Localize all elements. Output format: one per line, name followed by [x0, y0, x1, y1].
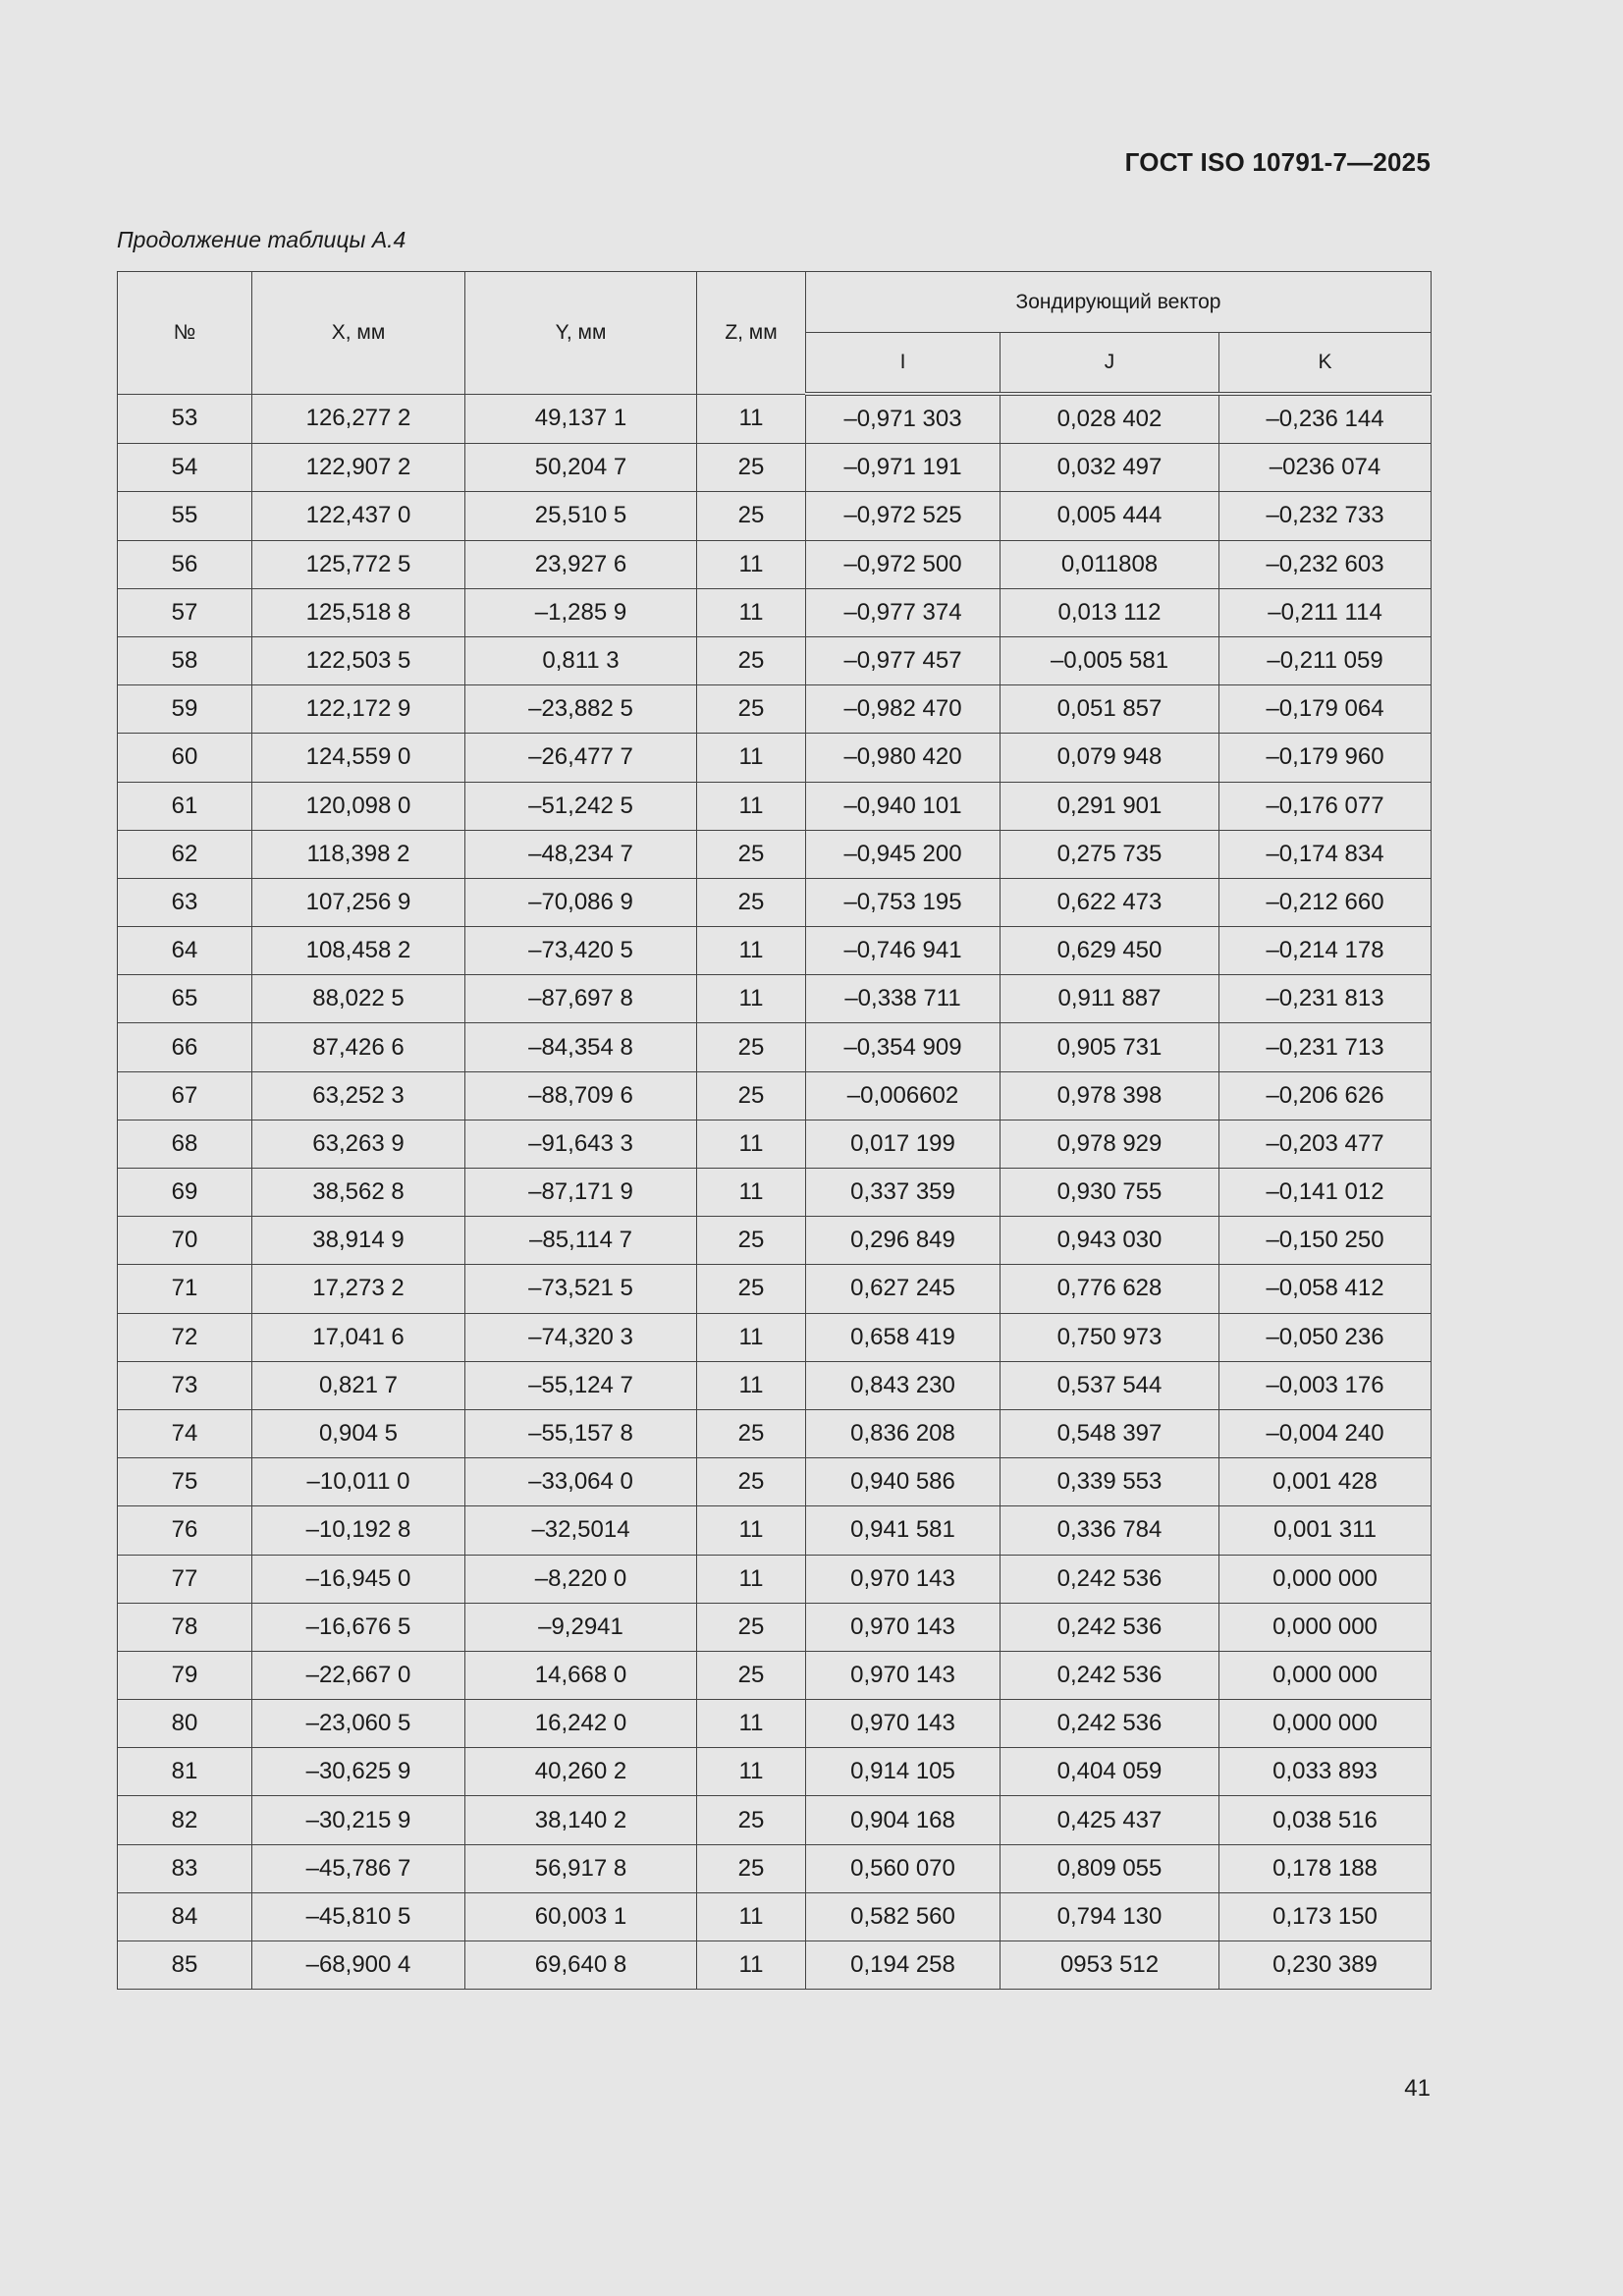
cell-x: –45,810 5	[252, 1892, 465, 1941]
cell-no: 55	[118, 492, 252, 540]
col-header-x: X, мм	[252, 272, 465, 395]
cell-no: 66	[118, 1023, 252, 1071]
cell-y: –8,220 0	[465, 1555, 697, 1603]
cell-i: 0,941 581	[806, 1506, 1001, 1555]
cell-x: 125,772 5	[252, 540, 465, 588]
cell-no: 65	[118, 975, 252, 1023]
cell-z: 11	[697, 1892, 806, 1941]
cell-z: 11	[697, 394, 806, 444]
cell-i: –0,354 909	[806, 1023, 1001, 1071]
cell-z: 11	[697, 1748, 806, 1796]
cell-j: –0,005 581	[1001, 636, 1219, 684]
data-table	[117, 271, 1432, 1990]
cell-j: 0,404 059	[1001, 1748, 1219, 1796]
cell-no: 82	[118, 1796, 252, 1844]
cell-no: 73	[118, 1361, 252, 1409]
cell-k: –0,231 813	[1219, 975, 1432, 1023]
cell-x: 122,172 9	[252, 685, 465, 734]
cell-z: 25	[697, 1071, 806, 1120]
table-row	[118, 878, 1432, 926]
header-row	[118, 272, 1432, 333]
cell-k: –0,211 059	[1219, 636, 1432, 684]
cell-x: 120,098 0	[252, 782, 465, 830]
table-row	[118, 636, 1432, 684]
cell-x: 88,022 5	[252, 975, 465, 1023]
cell-z: 25	[697, 1458, 806, 1506]
table-row	[118, 1169, 1432, 1217]
cell-x: 126,277 2	[252, 394, 465, 444]
cell-z: 11	[697, 1555, 806, 1603]
cell-i: –0,971 303	[806, 394, 1001, 444]
cell-y: 38,140 2	[465, 1796, 697, 1844]
cell-k: 0,000 000	[1219, 1700, 1432, 1748]
table-row	[118, 1506, 1432, 1555]
cell-x: 107,256 9	[252, 878, 465, 926]
cell-y: 69,640 8	[465, 1941, 697, 1990]
cell-k: –0,141 012	[1219, 1169, 1432, 1217]
cell-z: 25	[697, 830, 806, 878]
cell-y: –55,124 7	[465, 1361, 697, 1409]
cell-k: –0,231 713	[1219, 1023, 1432, 1071]
cell-no: 64	[118, 927, 252, 975]
table-body	[118, 394, 1432, 1990]
cell-x: 118,398 2	[252, 830, 465, 878]
cell-j: 0,013 112	[1001, 588, 1219, 636]
table-row	[118, 1458, 1432, 1506]
table-row	[118, 1892, 1432, 1941]
cell-z: 25	[697, 444, 806, 492]
cell-k: –0,150 250	[1219, 1217, 1432, 1265]
cell-z: 25	[697, 636, 806, 684]
cell-z: 11	[697, 734, 806, 782]
cell-z: 11	[697, 927, 806, 975]
cell-y: 16,242 0	[465, 1700, 697, 1748]
table-row	[118, 1603, 1432, 1651]
cell-x: –30,215 9	[252, 1796, 465, 1844]
cell-j: 0,079 948	[1001, 734, 1219, 782]
cell-no: 84	[118, 1892, 252, 1941]
cell-x: 87,426 6	[252, 1023, 465, 1071]
cell-i: –0,746 941	[806, 927, 1001, 975]
table-row	[118, 830, 1432, 878]
cell-k: –0,058 412	[1219, 1265, 1432, 1313]
cell-y: –1,285 9	[465, 588, 697, 636]
cell-y: –51,242 5	[465, 782, 697, 830]
cell-y: –91,643 3	[465, 1120, 697, 1168]
table-row	[118, 540, 1432, 588]
cell-j: 0,905 731	[1001, 1023, 1219, 1071]
cell-z: 25	[697, 878, 806, 926]
cell-x: 0,904 5	[252, 1409, 465, 1457]
table-row	[118, 1700, 1432, 1748]
cell-no: 72	[118, 1313, 252, 1361]
cell-no: 76	[118, 1506, 252, 1555]
cell-k: –0,174 834	[1219, 830, 1432, 878]
cell-y: –73,521 5	[465, 1265, 697, 1313]
cell-y: –85,114 7	[465, 1217, 697, 1265]
table-row	[118, 492, 1432, 540]
cell-i: 0,904 168	[806, 1796, 1001, 1844]
table-row	[118, 1265, 1432, 1313]
cell-y: 50,204 7	[465, 444, 697, 492]
cell-j: 0,242 536	[1001, 1651, 1219, 1699]
table-caption: Продолжение таблицы А.4	[117, 227, 406, 252]
table-row	[118, 1217, 1432, 1265]
cell-no: 75	[118, 1458, 252, 1506]
cell-x: 125,518 8	[252, 588, 465, 636]
cell-j: 0,339 553	[1001, 1458, 1219, 1506]
cell-no: 81	[118, 1748, 252, 1796]
cell-k: –0,003 176	[1219, 1361, 1432, 1409]
cell-z: 25	[697, 685, 806, 734]
table-row	[118, 975, 1432, 1023]
cell-k: –0,232 733	[1219, 492, 1432, 540]
cell-j: 0,537 544	[1001, 1361, 1219, 1409]
cell-z: 11	[697, 975, 806, 1023]
cell-j: 0,548 397	[1001, 1409, 1219, 1457]
cell-no: 60	[118, 734, 252, 782]
cell-i: 0,560 070	[806, 1844, 1001, 1892]
col-header-probing-vector: Зондирующий вектор	[806, 272, 1432, 333]
cell-j: 0,242 536	[1001, 1555, 1219, 1603]
cell-y: –48,234 7	[465, 830, 697, 878]
cell-y: 56,917 8	[465, 1844, 697, 1892]
cell-x: 17,273 2	[252, 1265, 465, 1313]
cell-j: 0,242 536	[1001, 1603, 1219, 1651]
table-row	[118, 734, 1432, 782]
cell-i: –0,753 195	[806, 878, 1001, 926]
cell-k: 0,038 516	[1219, 1796, 1432, 1844]
cell-i: 0,836 208	[806, 1409, 1001, 1457]
document-header: ГОСТ ISO 10791-7—2025	[1124, 147, 1431, 177]
cell-i: –0,006602	[806, 1071, 1001, 1120]
cell-x: 38,562 8	[252, 1169, 465, 1217]
cell-no: 79	[118, 1651, 252, 1699]
cell-k: –0236 074	[1219, 444, 1432, 492]
col-header-z: Z, мм	[697, 272, 806, 395]
cell-i: 0,627 245	[806, 1265, 1001, 1313]
cell-k: –0,206 626	[1219, 1071, 1432, 1120]
cell-y: –70,086 9	[465, 878, 697, 926]
cell-y: –26,477 7	[465, 734, 697, 782]
cell-z: 25	[697, 1217, 806, 1265]
cell-k: 0,178 188	[1219, 1844, 1432, 1892]
cell-j: 0,911 887	[1001, 975, 1219, 1023]
cell-y: –33,064 0	[465, 1458, 697, 1506]
cell-j: 0,750 973	[1001, 1313, 1219, 1361]
cell-no: 62	[118, 830, 252, 878]
cell-j: 0,809 055	[1001, 1844, 1219, 1892]
cell-z: 11	[697, 540, 806, 588]
cell-x: –30,625 9	[252, 1748, 465, 1796]
cell-y: –32,5014	[465, 1506, 697, 1555]
cell-y: 49,137 1	[465, 394, 697, 444]
cell-x: –22,667 0	[252, 1651, 465, 1699]
cell-i: 0,940 586	[806, 1458, 1001, 1506]
cell-no: 85	[118, 1941, 252, 1990]
cell-k: –0,203 477	[1219, 1120, 1432, 1168]
col-header-i: I	[806, 333, 1001, 395]
cell-no: 69	[118, 1169, 252, 1217]
cell-no: 58	[118, 636, 252, 684]
cell-i: 0,017 199	[806, 1120, 1001, 1168]
table-header	[118, 272, 1432, 395]
cell-j: 0,978 398	[1001, 1071, 1219, 1120]
cell-i: –0,945 200	[806, 830, 1001, 878]
page-number: 41	[1404, 2075, 1431, 2102]
cell-z: 11	[697, 1941, 806, 1990]
cell-no: 74	[118, 1409, 252, 1457]
cell-i: 0,970 143	[806, 1651, 1001, 1699]
cell-i: 0,296 849	[806, 1217, 1001, 1265]
cell-j: 0,622 473	[1001, 878, 1219, 926]
cell-no: 71	[118, 1265, 252, 1313]
cell-x: –10,192 8	[252, 1506, 465, 1555]
table-row	[118, 1555, 1432, 1603]
cell-x: 124,559 0	[252, 734, 465, 782]
cell-no: 78	[118, 1603, 252, 1651]
cell-x: 108,458 2	[252, 927, 465, 975]
cell-j: 0,275 735	[1001, 830, 1219, 878]
cell-x: 17,041 6	[252, 1313, 465, 1361]
cell-i: –0,982 470	[806, 685, 1001, 734]
cell-j: 0,032 497	[1001, 444, 1219, 492]
cell-k: –0,214 178	[1219, 927, 1432, 975]
cell-x: –45,786 7	[252, 1844, 465, 1892]
cell-no: 67	[118, 1071, 252, 1120]
cell-x: –23,060 5	[252, 1700, 465, 1748]
cell-no: 61	[118, 782, 252, 830]
cell-i: –0,972 500	[806, 540, 1001, 588]
cell-i: –0,940 101	[806, 782, 1001, 830]
cell-i: 0,970 143	[806, 1555, 1001, 1603]
cell-k: 0,001 428	[1219, 1458, 1432, 1506]
cell-no: 80	[118, 1700, 252, 1748]
cell-i: –0,977 374	[806, 588, 1001, 636]
cell-j: 0,242 536	[1001, 1700, 1219, 1748]
cell-k: 0,001 311	[1219, 1506, 1432, 1555]
cell-y: –84,354 8	[465, 1023, 697, 1071]
cell-j: 0,776 628	[1001, 1265, 1219, 1313]
cell-y: 0,811 3	[465, 636, 697, 684]
cell-z: 25	[697, 1409, 806, 1457]
cell-k: 0,173 150	[1219, 1892, 1432, 1941]
col-header-no: №	[118, 272, 252, 395]
cell-z: 11	[697, 782, 806, 830]
cell-j: 0,051 857	[1001, 685, 1219, 734]
col-header-k: K	[1219, 333, 1432, 395]
cell-y: –73,420 5	[465, 927, 697, 975]
cell-k: –0,050 236	[1219, 1313, 1432, 1361]
cell-x: –16,945 0	[252, 1555, 465, 1603]
cell-j: 0,291 901	[1001, 782, 1219, 830]
cell-j: 0,794 130	[1001, 1892, 1219, 1941]
cell-y: –9,2941	[465, 1603, 697, 1651]
cell-z: 11	[697, 1361, 806, 1409]
cell-i: –0,977 457	[806, 636, 1001, 684]
cell-no: 77	[118, 1555, 252, 1603]
cell-j: 0,930 755	[1001, 1169, 1219, 1217]
table-row	[118, 782, 1432, 830]
table-row	[118, 588, 1432, 636]
cell-no: 53	[118, 394, 252, 444]
cell-k: 0,230 389	[1219, 1941, 1432, 1990]
cell-z: 25	[697, 1603, 806, 1651]
cell-i: –0,972 525	[806, 492, 1001, 540]
cell-i: –0,338 711	[806, 975, 1001, 1023]
cell-y: –88,709 6	[465, 1071, 697, 1120]
cell-y: 40,260 2	[465, 1748, 697, 1796]
cell-z: 25	[697, 1265, 806, 1313]
cell-x: 122,907 2	[252, 444, 465, 492]
cell-y: 60,003 1	[465, 1892, 697, 1941]
cell-i: 0,658 419	[806, 1313, 1001, 1361]
table-row	[118, 1796, 1432, 1844]
table-row	[118, 1748, 1432, 1796]
cell-z: 25	[697, 1844, 806, 1892]
col-header-j: J	[1001, 333, 1219, 395]
table-row	[118, 927, 1432, 975]
cell-x: –16,676 5	[252, 1603, 465, 1651]
cell-y: 25,510 5	[465, 492, 697, 540]
cell-i: –0,971 191	[806, 444, 1001, 492]
cell-x: 38,914 9	[252, 1217, 465, 1265]
cell-y: –87,171 9	[465, 1169, 697, 1217]
cell-k: 0,033 893	[1219, 1748, 1432, 1796]
col-header-y: Y, мм	[465, 272, 697, 395]
cell-y: –87,697 8	[465, 975, 697, 1023]
cell-x: 122,437 0	[252, 492, 465, 540]
table-row	[118, 394, 1432, 444]
cell-z: 11	[697, 1169, 806, 1217]
cell-no: 57	[118, 588, 252, 636]
cell-j: 0,943 030	[1001, 1217, 1219, 1265]
cell-z: 25	[697, 1796, 806, 1844]
table-row	[118, 1409, 1432, 1457]
cell-x: 63,263 9	[252, 1120, 465, 1168]
cell-j: 0,629 450	[1001, 927, 1219, 975]
cell-k: –0,212 660	[1219, 878, 1432, 926]
table-row	[118, 1071, 1432, 1120]
cell-no: 83	[118, 1844, 252, 1892]
table-row	[118, 1651, 1432, 1699]
cell-y: 23,927 6	[465, 540, 697, 588]
table-row	[118, 444, 1432, 492]
cell-z: 11	[697, 1313, 806, 1361]
cell-y: –55,157 8	[465, 1409, 697, 1457]
cell-no: 54	[118, 444, 252, 492]
cell-no: 56	[118, 540, 252, 588]
cell-x: 63,252 3	[252, 1071, 465, 1120]
cell-z: 11	[697, 1120, 806, 1168]
cell-no: 59	[118, 685, 252, 734]
cell-k: –0,179 960	[1219, 734, 1432, 782]
cell-no: 63	[118, 878, 252, 926]
cell-no: 68	[118, 1120, 252, 1168]
cell-k: –0,236 144	[1219, 394, 1432, 444]
cell-z: 25	[697, 492, 806, 540]
cell-k: 0,000 000	[1219, 1651, 1432, 1699]
cell-j: 0,011808	[1001, 540, 1219, 588]
cell-j: 0,336 784	[1001, 1506, 1219, 1555]
cell-x: –10,011 0	[252, 1458, 465, 1506]
cell-i: 0,914 105	[806, 1748, 1001, 1796]
cell-z: 11	[697, 588, 806, 636]
table-row	[118, 1941, 1432, 1990]
table-row	[118, 1361, 1432, 1409]
cell-no: 70	[118, 1217, 252, 1265]
cell-k: 0,000 000	[1219, 1555, 1432, 1603]
cell-x: 122,503 5	[252, 636, 465, 684]
cell-k: –0,232 603	[1219, 540, 1432, 588]
cell-y: –74,320 3	[465, 1313, 697, 1361]
table-row	[118, 1120, 1432, 1168]
table-row	[118, 1844, 1432, 1892]
cell-j: 0953 512	[1001, 1941, 1219, 1990]
cell-i: 0,843 230	[806, 1361, 1001, 1409]
table-row	[118, 1023, 1432, 1071]
cell-z: 25	[697, 1023, 806, 1071]
cell-i: 0,970 143	[806, 1700, 1001, 1748]
cell-j: 0,005 444	[1001, 492, 1219, 540]
cell-i: 0,582 560	[806, 1892, 1001, 1941]
cell-k: –0,004 240	[1219, 1409, 1432, 1457]
cell-j: 0,028 402	[1001, 394, 1219, 444]
table-row	[118, 685, 1432, 734]
cell-i: –0,980 420	[806, 734, 1001, 782]
cell-k: 0,000 000	[1219, 1603, 1432, 1651]
cell-y: –23,882 5	[465, 685, 697, 734]
cell-k: –0,179 064	[1219, 685, 1432, 734]
cell-y: 14,668 0	[465, 1651, 697, 1699]
cell-x: –68,900 4	[252, 1941, 465, 1990]
cell-i: 0,970 143	[806, 1603, 1001, 1651]
cell-z: 11	[697, 1700, 806, 1748]
cell-k: –0,211 114	[1219, 588, 1432, 636]
cell-k: –0,176 077	[1219, 782, 1432, 830]
cell-j: 0,425 437	[1001, 1796, 1219, 1844]
cell-x: 0,821 7	[252, 1361, 465, 1409]
cell-z: 25	[697, 1651, 806, 1699]
cell-j: 0,978 929	[1001, 1120, 1219, 1168]
cell-i: 0,337 359	[806, 1169, 1001, 1217]
cell-z: 11	[697, 1506, 806, 1555]
table-row	[118, 1313, 1432, 1361]
cell-i: 0,194 258	[806, 1941, 1001, 1990]
